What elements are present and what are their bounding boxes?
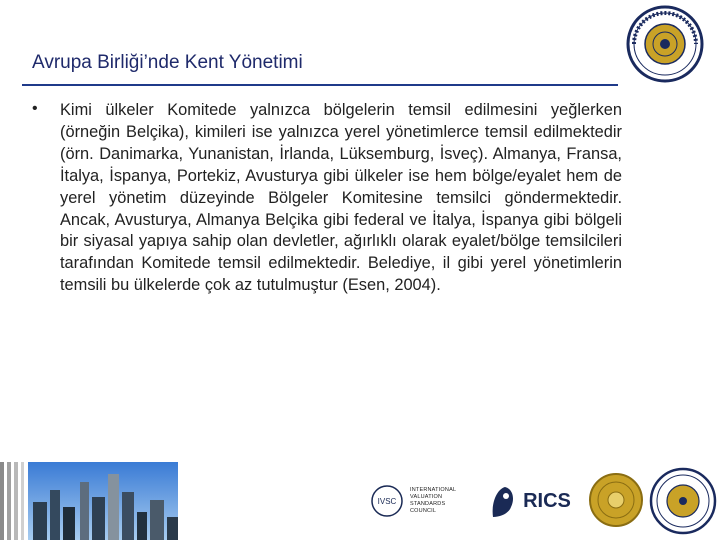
rics-logo bbox=[474, 462, 584, 540]
title-divider bbox=[22, 84, 618, 86]
ivsc-acronym: IVSC bbox=[377, 497, 397, 506]
ivsc-name: INTERNATIONAL VALUATION STANDARDS COUNCIL bbox=[410, 487, 456, 514]
bullet-marker: • bbox=[32, 100, 38, 117]
university-seal-logo bbox=[620, 4, 710, 84]
rics-wordmark: RICS bbox=[523, 489, 571, 512]
slide-title: Avrupa Birliği’nde Kent Yönetimi bbox=[32, 52, 303, 73]
bullet-text: Kimi ülkeler Komitede yalnızca bölgelerin temsil edilmesini yeğlerken (örneğin Belçika), kimileri ise yalnızca yerel yönetimlerce temsil edilmektedir (örn. Danimarka, Yunanistan, İrlanda, Lüksemburg, İsveç). Almanya, Fransa, İtalya, İspanya, Portekiz, Avusturya gibi ülkeler ise hem bölge/eyalet hem de yerel yönetim düzeyinde Bölgeler Komitesine temsilci göndermektedir. Ancak, Avusturya, Almanya Belçika gibi federal ve İtalya, İspanya gibi bölgeli bir siyasal yapıya sahip olan devletler, ağırlıklı olarak eyalet/bölge temsilcileri tarafından Komitede temsil edilmektedir. Belediye, il gibi yerel yönetimlerin temsili bu ülkelerde çok az tutulmuştur (Esen, 2004). bbox=[60, 101, 622, 295]
gold-medallion-logo bbox=[588, 464, 644, 536]
bullet-item bbox=[32, 100, 622, 297]
city-skyline-photo bbox=[28, 462, 178, 540]
ivsc-emblem-icon bbox=[370, 484, 404, 518]
footer-bar bbox=[0, 462, 720, 540]
rics-lion-icon bbox=[487, 481, 519, 521]
university-seal-footer-logo bbox=[648, 464, 718, 538]
footer-stripes bbox=[0, 462, 24, 540]
ivsc-logo bbox=[368, 462, 470, 540]
